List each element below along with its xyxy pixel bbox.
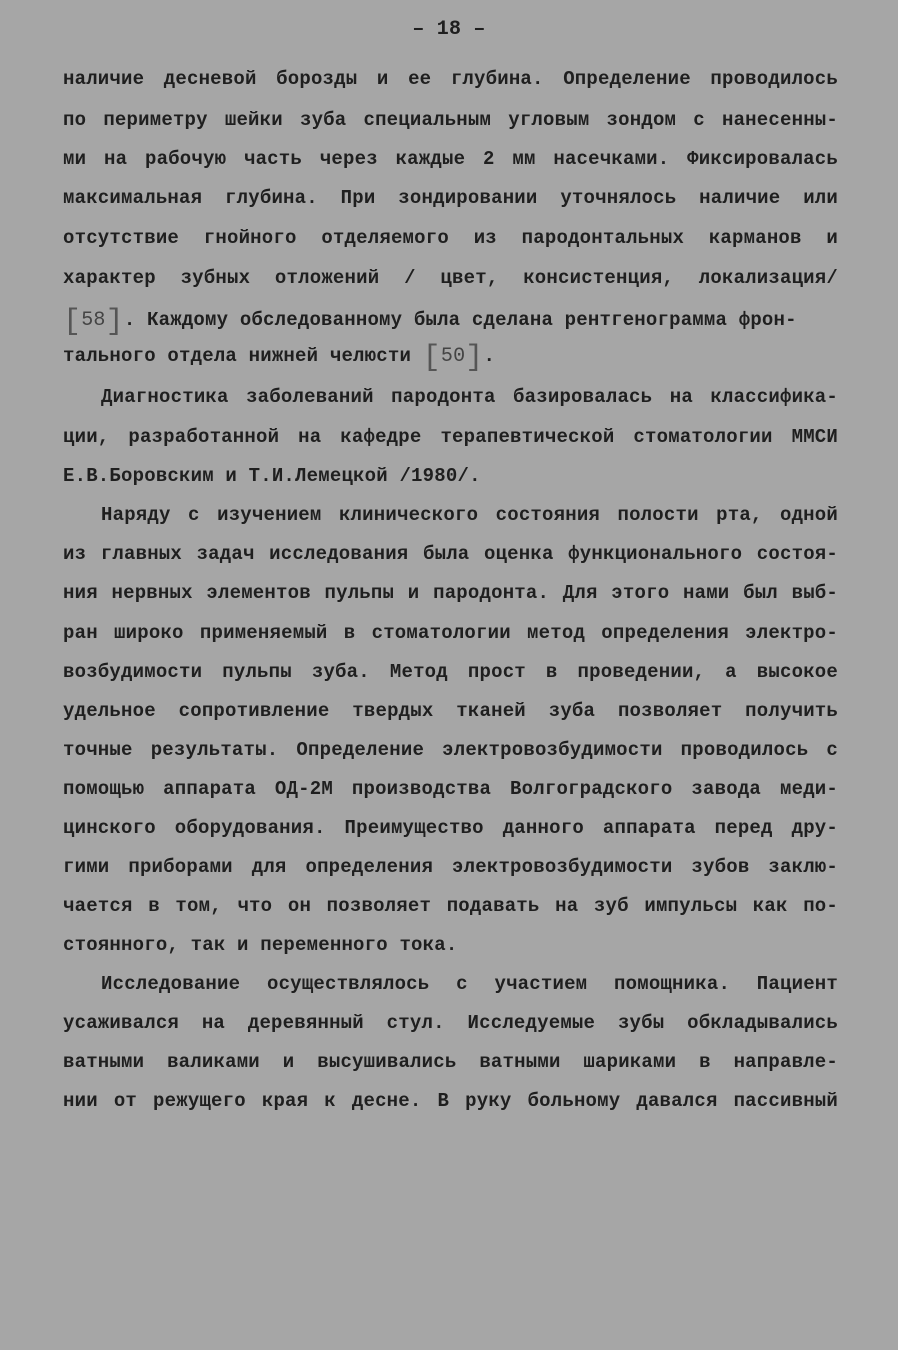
text-line: ватными валиками и высушивались ватными шариками в направле-	[63, 1051, 838, 1073]
text-line-with-reference	[63, 304, 838, 336]
text-line: характер зубных отложений / цвет, консистенция, локализация/	[63, 267, 838, 289]
text-line: цинского оборудования. Преимущество данного аппарата перед дру-	[63, 817, 838, 839]
text-line: наличие десневой борозды и ее глубина. Определение проводилось	[63, 68, 838, 90]
text-line: ми на рабочую часть через каждые 2 мм насечками. Фиксировалась	[63, 148, 838, 170]
text-line: Наряду с изучением клинического состояния полости рта, одной	[101, 504, 838, 526]
text-line-with-reference	[63, 340, 838, 372]
text-line: ции, разработанной на кафедре терапевтической стоматологии ММСИ	[63, 426, 838, 448]
text-line: ран широко применяемый в стоматологии метод определения электро-	[63, 622, 838, 644]
text-segment: .	[483, 345, 496, 367]
text-line: стоянного, так и переменного тока.	[63, 934, 458, 956]
text-line: отсутствие гнойного отделяемого из пародонтальных карманов и	[63, 227, 838, 249]
text-line: Диагностика заболеваний пародонта базировалась на классифика-	[101, 386, 838, 408]
text-line: помощью аппарата ОД-2М производства Волгоградского завода меди-	[63, 778, 838, 800]
text-line: гими приборами для определения электровозбудимости зубов заклю-	[63, 856, 838, 878]
text-line: Е.В.Боровским и Т.И.Лемецкой /1980/.	[63, 465, 481, 487]
text-line: удельное сопротивление твердых тканей зуба позволяет получить	[63, 700, 838, 722]
text-segment: тального отдела нижней челюсти	[63, 345, 412, 367]
text-line: возбудимости пульпы зуба. Метод прост в проведении, а высокое	[63, 661, 838, 683]
citation-reference: [58]	[63, 305, 124, 336]
text-line: нии от режущего края к десне. В руку больному давался пассивный	[63, 1090, 838, 1112]
text-segment: . Каждому обследованному была сделана рентгенограмма фрон-	[123, 309, 797, 331]
text-line: из главных задач исследования была оценка функционального состоя-	[63, 543, 838, 565]
text-line: по периметру шейки зуба специальным угловым зондом с нанесенны-	[63, 109, 838, 131]
text-line: чается в том, что он позволяет подавать на зуб импульсы как по-	[63, 895, 838, 917]
text-line: точные результаты. Определение электровозбудимости проводилось с	[63, 739, 838, 761]
text-line: максимальная глубина. При зондировании уточнялось наличие или	[63, 187, 838, 209]
text-line: Исследование осуществлялось с участием помощника. Пациент	[101, 973, 838, 995]
page-number: – 18 –	[412, 18, 486, 41]
text-line: ния нервных элементов пульпы и пародонта. Для этого нами был выб-	[63, 582, 838, 604]
citation-reference: [50]	[422, 341, 484, 372]
text-line: усаживался на деревянный стул. Исследуемые зубы обкладывались	[63, 1012, 838, 1034]
